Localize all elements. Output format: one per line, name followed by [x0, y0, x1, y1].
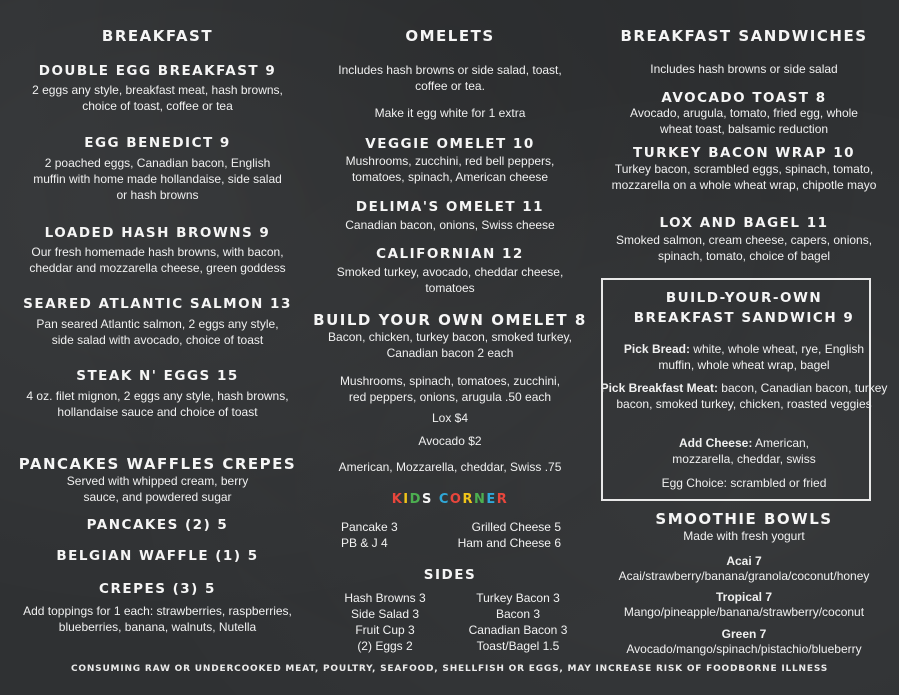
menu-item-desc: Turkey bacon, scrambled eggs, spinach, tomato, mozzarella on a whole wheat wrap, chipotle mayo [611, 162, 877, 192]
menu-item-title: DELIMA'S OMELET 11 [355, 199, 545, 215]
section-subtitle: Made with fresh yogurt [683, 529, 805, 543]
section-intro: Includes hash browns or side salad [650, 62, 838, 76]
menu-item-desc: Smoked turkey, avocado, cheddar cheese, tomatoes [336, 265, 564, 295]
avocado-addon: Avocado $2 [418, 434, 482, 448]
veg-addons: Mushrooms, spinach, tomatoes, zucchini, red peppers, onions, arugula .50 each [339, 374, 561, 404]
byo-sandwich-frame [601, 278, 871, 501]
list-item: Ham and Cheese 6 [457, 536, 561, 550]
menu-item-title: CREPES (3) 5 [99, 581, 216, 597]
sides-section-title: SIDES [423, 567, 477, 583]
menu-item-title: TURKEY BACON WRAP 10 [633, 145, 855, 161]
byo-cheese-label: Add Cheese: [678, 436, 753, 450]
menu-item-desc: 2 eggs any style, breakfast meat, hash browns, choice of toast, coffee or tea [32, 83, 283, 113]
menu-item-title: SEARED ATLANTIC SALMON 13 [23, 296, 292, 312]
menu-item-title: Acai 7 [726, 554, 762, 568]
menu-item-desc: Canadian bacon, onions, Swiss cheese [345, 218, 555, 232]
foodborne-illness-disclaimer: CONSUMING RAW OR UNDERCOOKED MEAT, POULTRY, SEAFOOD, SHELLFISH OR EGGS, MAY INCREASE RISK OF FOODBORNE ILLNESS [70, 664, 828, 674]
menu-item-desc: Smoked salmon, cream cheese, capers, onions, spinach, tomato, choice of bagel [615, 233, 873, 263]
list-item: Hash Browns 3 [344, 591, 426, 605]
menu-item-title: BUILD YOUR OWN OMELET 8 [313, 311, 587, 329]
cheese-addon: American, Mozzarella, cheddar, Swiss .75 [338, 460, 562, 474]
sides-right-list [453, 590, 583, 654]
list-item: Canadian Bacon 3 [468, 623, 568, 637]
menu-item-desc: 2 poached eggs, Canadian bacon, English muffin with home made hollandaise, side salad or hash browns [33, 156, 282, 202]
menu-item-title: PANCAKES (2) 5 [86, 517, 229, 533]
menu-item-title: BELGIAN WAFFLE (1) 5 [56, 548, 259, 564]
list-item: Side Salad 3 [350, 607, 420, 621]
menu-item-desc: Mushrooms, zucchini, red bell peppers, tomatoes, spinach, American cheese [345, 154, 555, 184]
menu-item-desc: Add toppings for 1 each: strawberries, raspberries, blueberries, banana, walnuts, Nutella [23, 604, 292, 634]
byo-meat-label: Pick Breakfast Meat: [600, 381, 718, 395]
list-item: Bacon 3 [495, 607, 541, 621]
byo-meat-options: bacon, Canadian bacon, turkey bacon, smoked turkey, chicken, roasted veggies [616, 381, 888, 411]
list-item: PB & J 4 [341, 536, 388, 550]
menu-item-title: LOADED HASH BROWNS 9 [44, 225, 271, 241]
byo-title-line2: BREAKFAST SANDWICH 9 [633, 310, 855, 326]
menu-item-desc: Avocado, arugula, tomato, fried egg, whole wheat toast, balsamic reduction [630, 106, 858, 136]
list-item: Pancake 3 [341, 520, 398, 534]
omelets-section-title: OMELETS [405, 27, 495, 45]
byo-title-line1: BUILD-YOUR-OWN [665, 290, 823, 306]
menu-item-title: LOX AND BAGEL 11 [659, 215, 829, 231]
list-item: Turkey Bacon 3 [476, 591, 560, 605]
smoothie-section-title: SMOOTHIE BOWLS [655, 510, 833, 528]
sides-left-list [325, 590, 445, 654]
menu-item-desc: Mango/pineapple/banana/strawberry/coconut [623, 605, 865, 619]
menu-item-desc: Acai/strawberry/banana/granola/coconut/honey [618, 569, 870, 583]
byo-egg: Egg Choice: scrambled or fried [661, 476, 827, 490]
menu-item-title: DOUBLE EGG BREAKFAST 9 [38, 63, 277, 79]
menu-item-desc: Pan seared Atlantic salmon, 2 eggs any style, side salad with avocado, choice of toast [36, 317, 279, 347]
menu-item-desc: Avocado/mango/spinach/pistachio/blueberry [626, 642, 862, 656]
kids-right-list [451, 519, 561, 551]
menu-item-title: VEGGIE OMELET 10 [365, 136, 535, 152]
menu-item-title: EGG BENEDICT 9 [84, 135, 231, 151]
list-item: Grilled Cheese 5 [471, 520, 561, 534]
list-item: (2) Eggs 2 [357, 639, 413, 653]
menu-item-desc: 4 oz. filet mignon, 2 eggs any style, hash browns, hollandaise sauce and choice of toast [26, 389, 289, 419]
list-item: Toast/Bagel 1.5 [476, 639, 560, 653]
byo-bread-options: white, whole wheat, rye, English muffin, whole wheat wrap, bagel [658, 342, 865, 372]
kids-left-list [341, 519, 398, 551]
section-subtitle: Served with whipped cream, berry sauce, and powdered sugar [66, 474, 249, 504]
list-item: Fruit Cup 3 [355, 623, 415, 637]
sandwiches-section-title: BREAKFAST SANDWICHES [620, 27, 868, 45]
menu-item-title: Green 7 [721, 627, 767, 641]
menu-item-title: Tropical 7 [715, 590, 773, 604]
pancakes-section-title: PANCAKES WAFFLES CREPES [18, 455, 297, 473]
breakfast-section-title: BREAKFAST [101, 27, 214, 45]
egg-white-note: Make it egg white for 1 extra [374, 106, 526, 120]
menu-item-title: STEAK N' EGGS 15 [76, 368, 239, 384]
menu-item-title: CALIFORNIAN 12 [376, 246, 524, 262]
menu-item-desc: Bacon, chicken, turkey bacon, smoked turkey, Canadian bacon 2 each [328, 330, 572, 360]
byo-bread-label: Pick Bread: [623, 342, 690, 356]
section-intro: Includes hash browns or side salad, toast, coffee or tea. [338, 63, 562, 93]
menu-item-title: AVOCADO TOAST 8 [661, 90, 827, 106]
lox-addon: Lox $4 [431, 411, 469, 425]
byo-cheese-options: American, mozzarella, cheddar, swiss [672, 436, 816, 466]
menu-item-desc: Our fresh homemade hash browns, with bacon, cheddar and mozzarella cheese, green goddess [29, 245, 286, 275]
kids-corner-title: KIDS CORNER [391, 492, 509, 507]
